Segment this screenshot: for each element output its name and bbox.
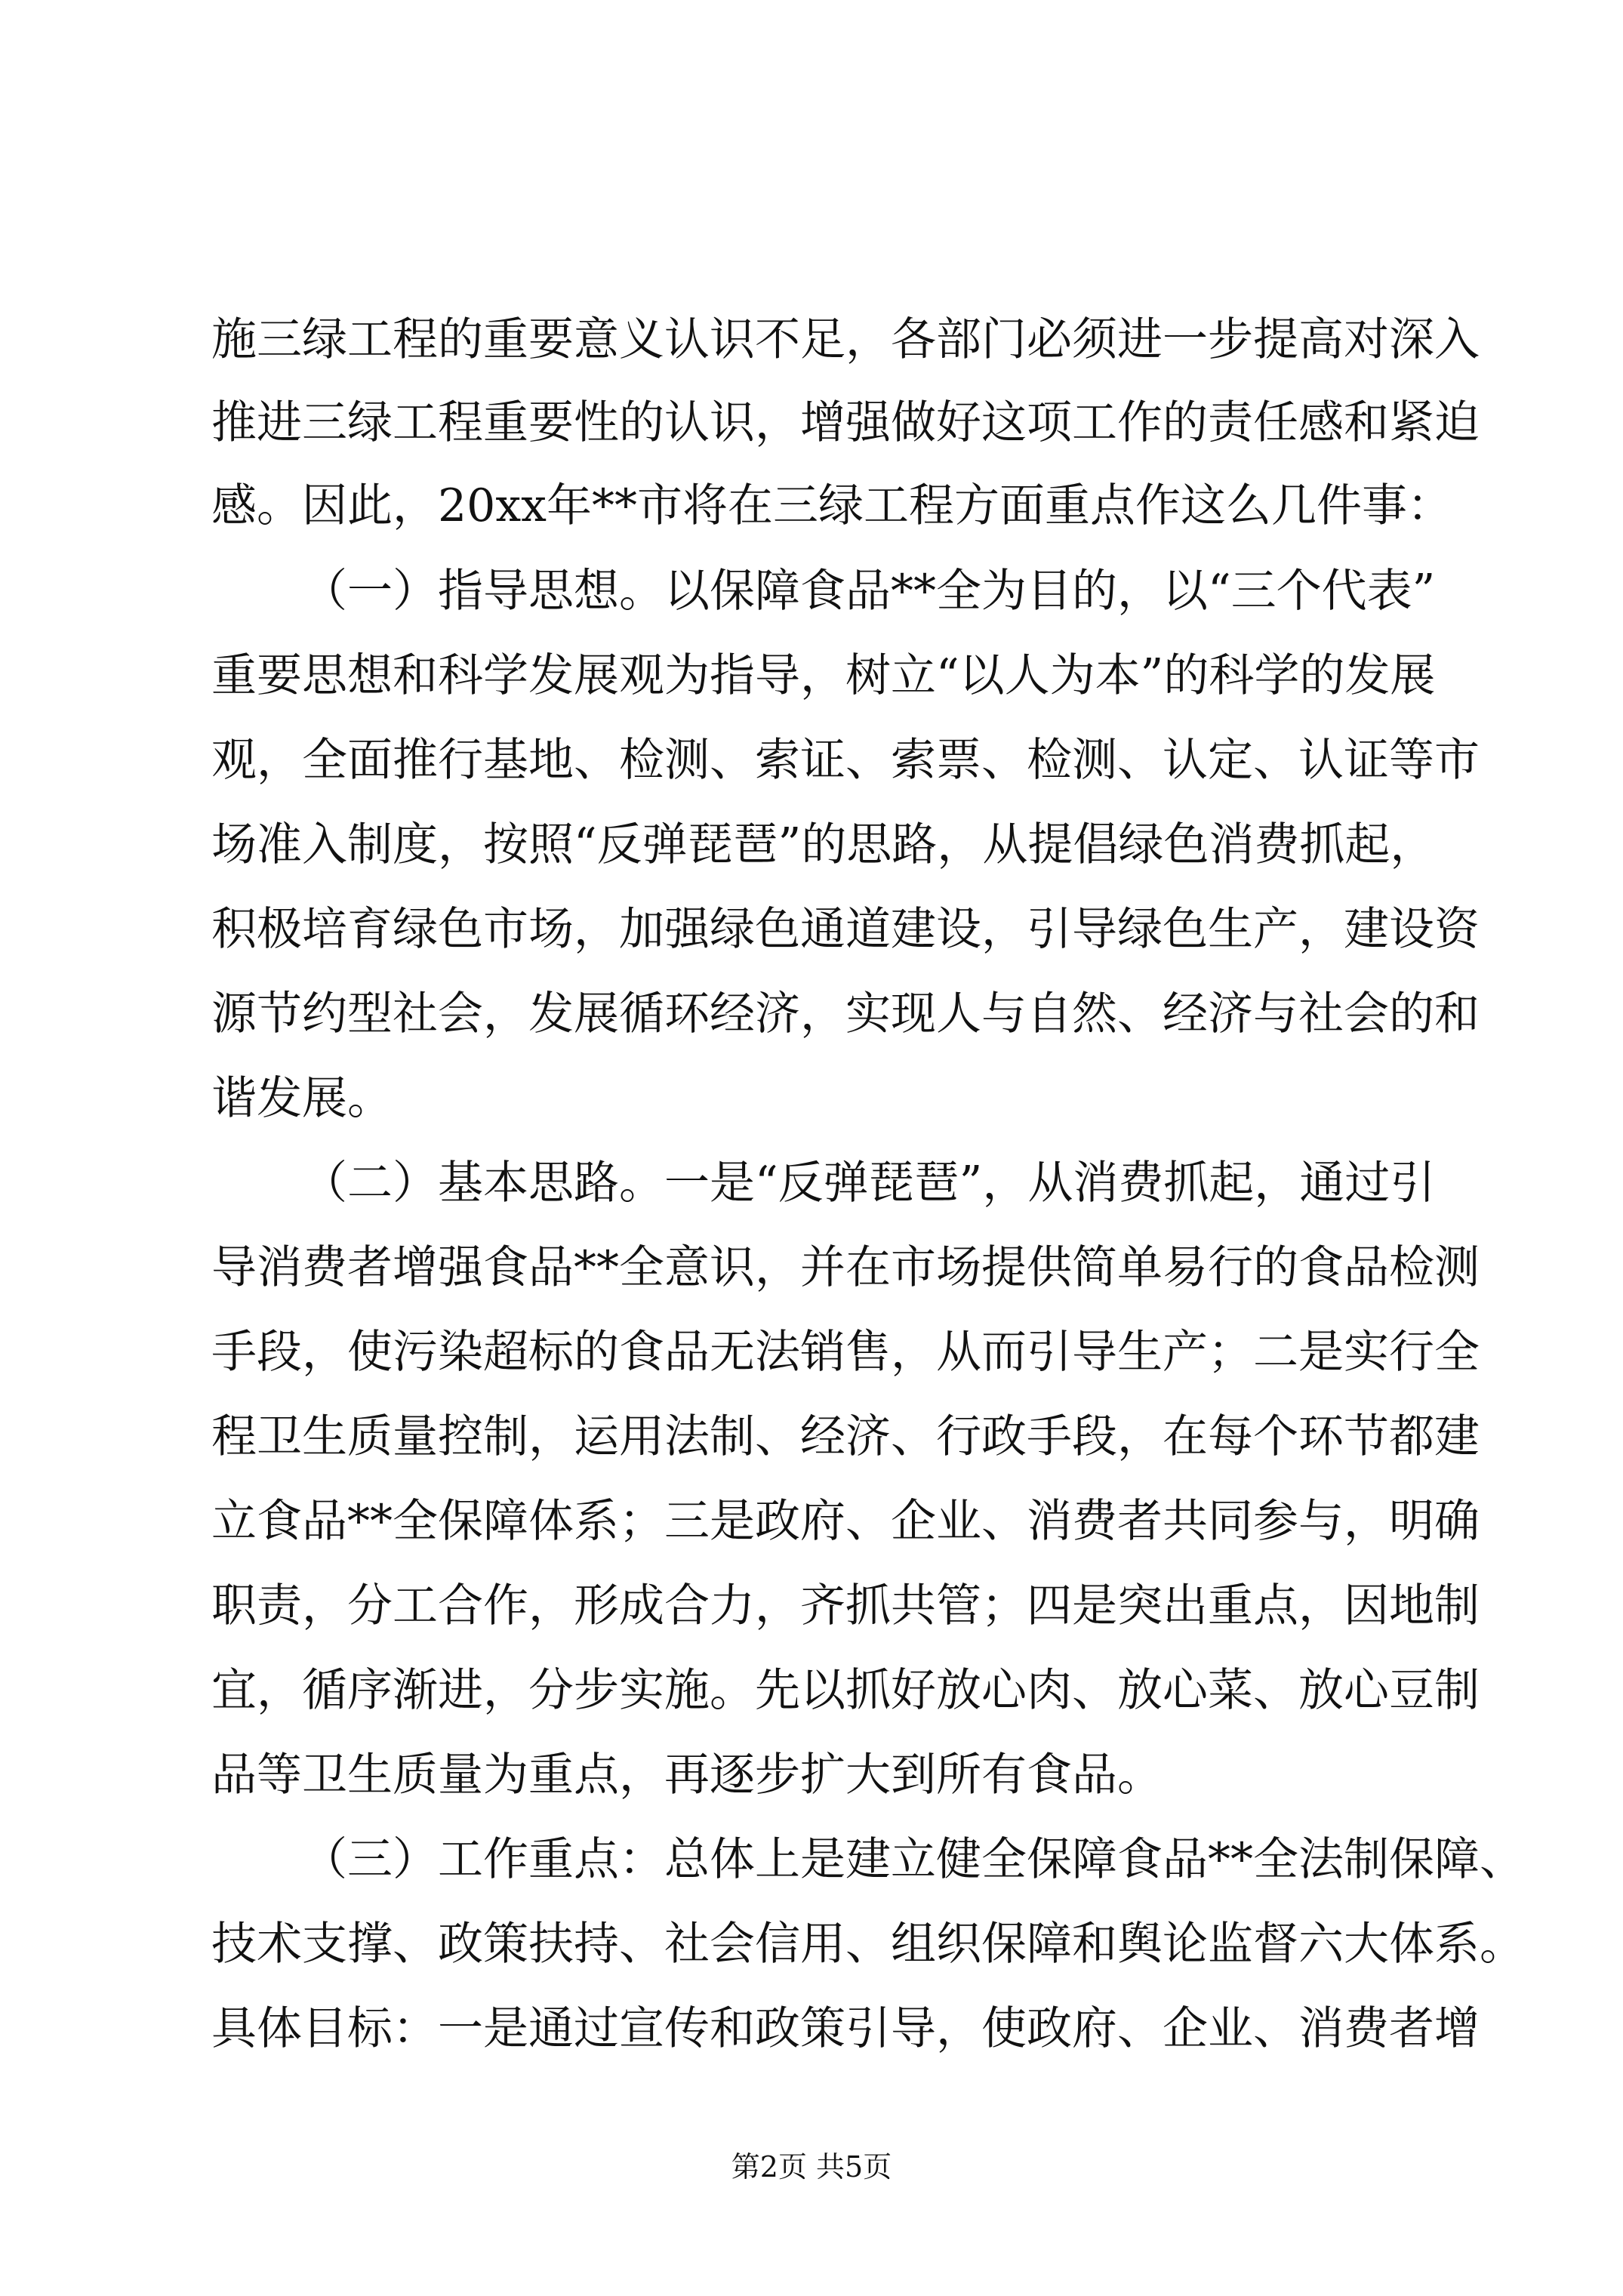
body-text-line: 立食品**全保障体系；三是政府、企业、消费者共同参与，明确 xyxy=(211,1495,1480,1548)
body-text-line: 源节约型社会，发展循环经济，实现人与自然、经济与社会的和 xyxy=(211,988,1480,1040)
body-text-line: 感。因此，20xx年**市将在三绿工程方面重点作这么几件事： xyxy=(211,479,1453,532)
body-text-line: 品等卫生质量为重点，再逐步扩大到所有食品。 xyxy=(211,1749,1163,1801)
body-text-line: 程卫生质量控制，运用法制、经济、行政手段，在每个环节都建 xyxy=(211,1410,1480,1463)
paragraph-heading-line: （三）工作重点：总体上是建立健全保障食品**全法制保障、 xyxy=(302,1833,1525,1886)
body-text-line: 场准入制度，按照“反弹琵琶”的思路，从提倡绿色消费抓起， xyxy=(211,818,1436,871)
paragraph-heading-line: （二）基本思路。一是“反弹琵琶”，从消费抓起，通过引 xyxy=(302,1157,1436,1210)
body-text-line: 重要思想和科学发展观为指导，树立“以人为本”的科学的发展 xyxy=(211,649,1436,702)
body-text-line: 谐发展。 xyxy=(211,1072,393,1125)
paragraph-heading-line: （一）指导思想。以保障食品**全为目的，以“三个代表” xyxy=(302,565,1436,618)
body-text-line: 具体目标：一是通过宣传和政策引导，使政府、企业、消费者增 xyxy=(211,2002,1480,2055)
body-text-line: 职责，分工合作，形成合力，齐抓共管；四是突出重点，因地制 xyxy=(211,1579,1480,1632)
body-text-line: 观，全面推行基地、检测、索证、索票、检测、认定、认证等市 xyxy=(211,734,1480,787)
body-text-line: 施三绿工程的重要意义认识不足，各部门必须进一步提高对深入 xyxy=(211,313,1480,366)
body-text-line: 技术支撑、政策扶持、社会信用、组织保障和舆论监督六大体系。 xyxy=(211,1918,1525,1971)
body-text-line: 宜，循序渐进，分步实施。先以抓好放心肉、放心菜、放心豆制 xyxy=(211,1664,1480,1717)
body-text-line: 手段，使污染超标的食品无法销售，从而引导生产；二是实行全 xyxy=(211,1326,1480,1379)
body-text-line: 推进三绿工程重要性的认识，增强做好这项工作的责任感和紧迫 xyxy=(211,396,1480,449)
body-text-line: 导消费者增强食品**全意识，并在市场提供简单易行的食品检测 xyxy=(211,1241,1480,1294)
page-number-footer: 第2页 共5页 xyxy=(731,2150,892,2184)
body-text-line: 积极培育绿色市场，加强绿色通道建设，引导绿色生产，建设资 xyxy=(211,903,1480,956)
